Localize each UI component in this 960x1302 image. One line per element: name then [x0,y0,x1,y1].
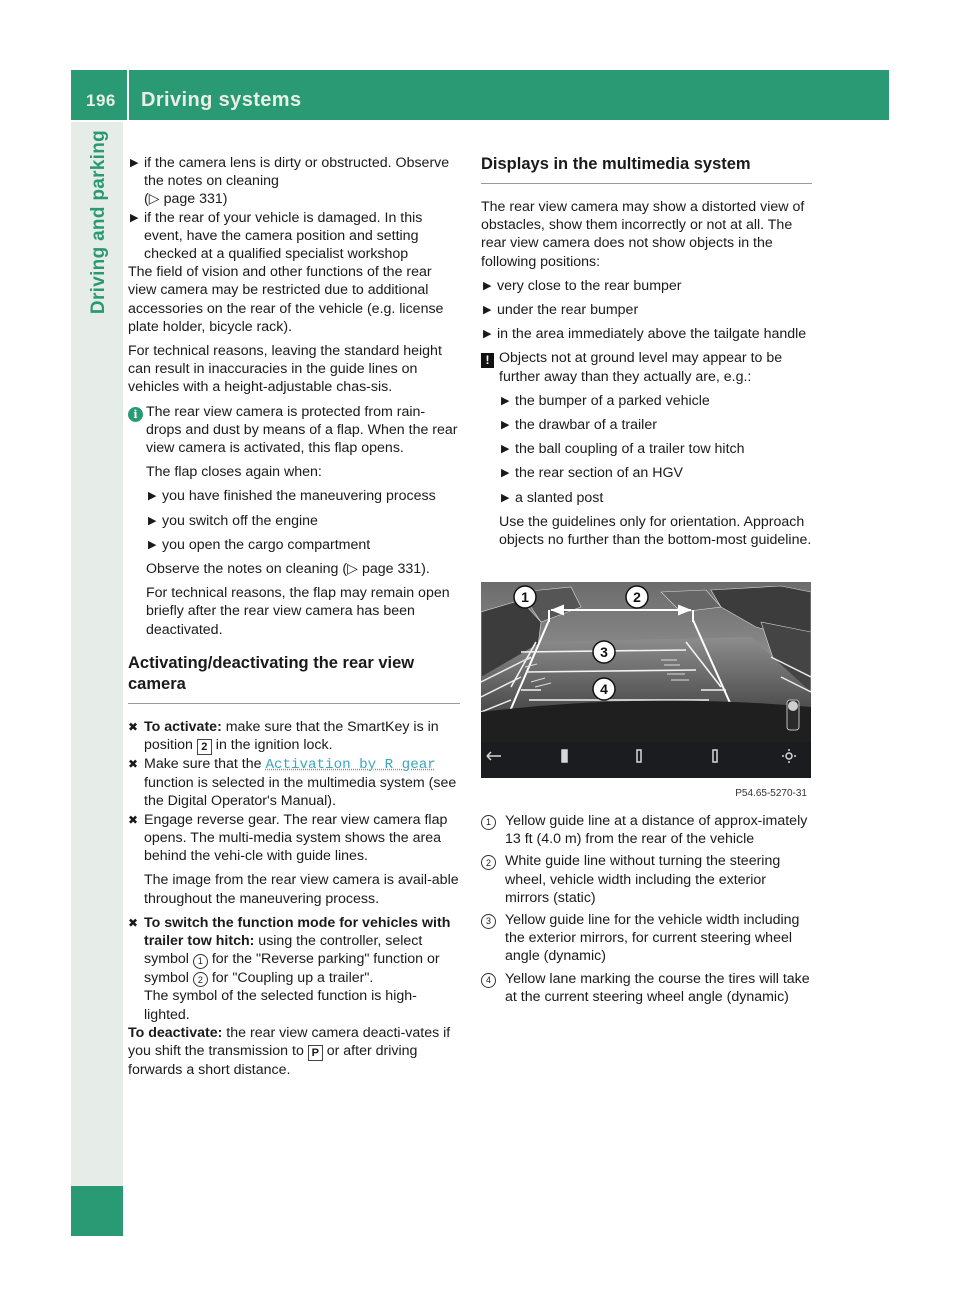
header-divider [127,70,129,120]
list-item: ▶ the bumper of a parked vehicle [501,392,710,409]
left-column [128,154,460,1079]
list-item: ▶ you open the cargo compartment [148,536,371,553]
callout-1-icon: 1 [193,954,208,969]
callout-4 [593,678,615,700]
callout-3-icon: 3 [481,914,496,929]
paragraph: The field of vision and other functions of the rear view camera may be restricted due to additional accessories on the rear of the vehicle (e.g. license plate holder, bicycle rack). [128,264,444,335]
right-column [481,154,812,549]
list-item: ▶ in the area immediately above the tailgate handle [483,326,807,343]
list-item: ▶ if the camera lens is dirty or obstructed. Observe the notes on cleaning (▷ page 331) [130,155,450,208]
legend-item: 4 Yellow lane marking the course the tires will take at the current steering wheel angle (dynamic) [481,970,812,1006]
side-tab-label: Driving and parking [88,129,109,315]
warning-icon: ! [481,353,494,368]
list-item: ▶ under the rear bumper [483,302,639,319]
tow-hitch [787,700,799,730]
list-item: ▶ you have finished the maneuvering process [148,488,436,505]
side-tab-marker [71,1186,123,1236]
step: ✖ Engage reverse gear. The rear view camera flap opens. The multi-media system shows the area behind the vehi-cle with guide lines. The image from the rear view camera is avail-able throughout the maneuvering process. [128,811,459,907]
callout-3 [593,641,615,663]
camera-view-illustration [481,582,811,803]
page-reference-link[interactable]: (▷ page 331) [144,191,228,208]
rear-camera-figure [481,582,811,803]
section-title: Driving systems [141,89,302,111]
side-tab [87,122,111,322]
reverse-parking-icon [562,750,567,762]
callout-2 [626,586,648,608]
legend-item: 2 White guide line without turning the steering wheel, vehicle width including the exterior mirrors (static) [481,852,812,907]
svg-text:2: 2 [633,589,641,605]
list-item: ▶ the rear section of an HGV [501,465,683,482]
legend-item: 3 Yellow guide line for the vehicle width including the exterior mirrors, for current steering wheel angle (dynamic) [481,911,812,966]
svg-text:4: 4 [600,681,608,697]
menu-function-name: Activation by R gear [265,757,436,774]
svg-text:3: 3 [600,644,608,660]
list-item: ▶ the ball coupling of a trailer tow hitch [501,441,745,458]
paragraph: The rear view camera may show a distorted view of obstacles, show them incorrectly or not at all. The rear view camera does not show objects in the following positions: [481,199,805,270]
callout-2-icon: 2 [481,855,496,870]
subsection-heading: Displays in the multimedia system [481,155,751,173]
warning-note: ! Objects not at ground level may appear to be further away than they actually are, e.g.: ▶ the bumper of a parked vehicle ▶ the drawbar of a trailer ▶ the ball coupling of a trailer tow hitch ▶ the rear section of an HGV ▶ a slanted post Use the guidelines only for orientation. Approach objects no further than the bottom-most guideline. [481,349,812,549]
park-position-icon: P [308,1045,323,1061]
list-item: ▶ the drawbar of a trailer [501,417,657,434]
paragraph: For technical reasons, leaving the standard height can result in inaccuracies in the guide lines on vehicles with a height-adjustable chas-sis. [128,343,442,396]
list-item: ▶ you switch off the engine [148,512,318,529]
callout-1 [514,586,536,608]
page-reference-link[interactable]: Observe the notes on cleaning (▷ page 331). [146,561,430,578]
list-item: ▶ if the rear of your vehicle is damaged. In this event, have the camera position and setting checked at a qualified specialist workshop [130,209,423,263]
legend-item: 1 Yellow guide line at a distance of approx-imately 13 ft (4.0 m) from the rear of the vehicle [481,812,812,848]
page-number: 196 [86,91,116,110]
key-position-2-icon: 2 [197,739,212,755]
callout-1-icon: 1 [481,815,496,830]
step: ✖ To switch the function mode for vehicles with trailer tow hitch: using the controller, select symbol 1 for the "Reverse parking" function or symbol 2 for "Coupling up a trailer". The symbol of the selected function is high-lighted. [128,914,451,1023]
list-item: ▶ a slanted post [501,489,604,506]
figure-legend [481,812,812,1010]
figure-code: P54.65-5270-31 [735,788,807,799]
subsection-heading: Activating/deactivating the rear view camera [128,653,415,693]
info-note: i The rear view camera is protected from rain-drops and dust by means of a flap. When the rear view camera is activated, this flap opens. The flap closes again when: ▶ you have finished the maneuvering process ▶ you switch off the engine ▶ you open the cargo compartment Observe the notes on cleaning (▷ page 331). For technical reasons, the flap may remain open briefly after the rear view camera has been deactivated. [128,403,460,639]
callout-4-icon: 4 [481,973,496,988]
camera-menu-bar [481,742,811,778]
paragraph: To deactivate: the rear view camera deacti-vates if you shift the transmission to P or after driving forwards a short distance. [128,1024,451,1078]
info-icon: i [128,407,143,422]
list-item: ▶ very close to the rear bumper [483,277,682,294]
svg-text:1: 1 [521,589,529,605]
step: ✖ Make sure that the Activation by R gear function is selected in the multimedia system (see the Digital Operator's Manual). [128,756,457,810]
callout-2-icon: 2 [193,972,208,987]
step: ✖ To activate: make sure that the SmartKey is in position 2 in the ignition lock. [128,718,439,754]
